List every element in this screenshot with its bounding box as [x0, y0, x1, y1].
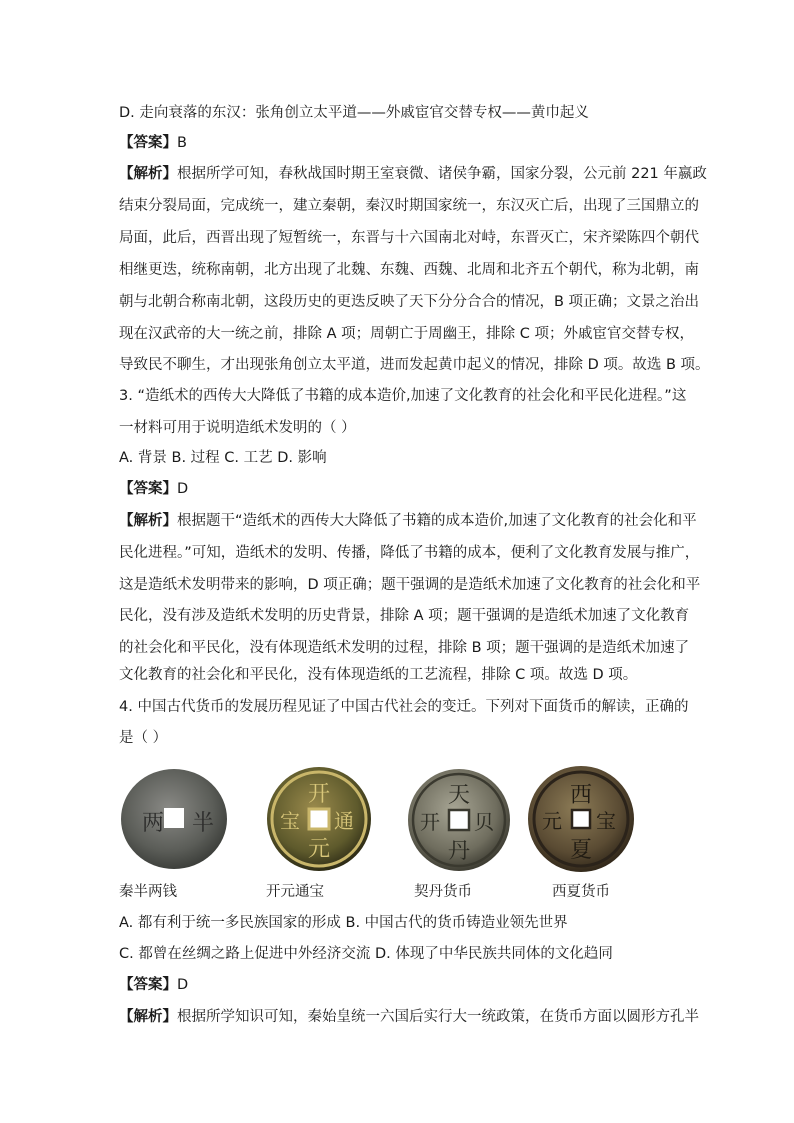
- coin-4-char-left: 元: [542, 809, 562, 833]
- coin-2-char-right: 通: [334, 809, 354, 833]
- analysis-text: 根据所学知识可知，秦始皇统一六国后实行大一统政策，在货币方面以圆形方孔半: [177, 1009, 699, 1025]
- answer-tag: 【答案】: [119, 481, 177, 497]
- q4-stem-line-1: 4. 中国古代货币的发展历程见证了中国古代社会的变迁。下列对下面货币的解读，正确的: [119, 699, 689, 715]
- q2-analysis-line-1: [119, 164, 707, 184]
- q2-answer: [119, 133, 187, 153]
- coin-kaiyuan-tongbao-image: [264, 764, 374, 874]
- coin-1-char-right: 半: [192, 811, 215, 836]
- coin-label-khitan: 契丹货币: [414, 884, 472, 900]
- q3-analysis-line-6: 文化教育的社会化和平民化，没有体现造纸的工艺流程，排除 C 项。故选 D 项。: [119, 667, 638, 683]
- answer-tag: 【答案】: [119, 977, 177, 993]
- analysis-tag: 【解析】: [119, 513, 177, 529]
- q2-analysis-line-2: 结束分裂局面，完成统一，建立秦朝，秦汉时期国家统一，东汉灭亡后，出现了三国鼎立的: [119, 198, 699, 214]
- coin-4-char-top: 西: [570, 783, 593, 808]
- coin-khitan-image: [404, 764, 514, 874]
- q2-analysis-line-4: 相继更迭，统称南朝，北方出现了北魏、东魏、西魏、北周和北齐五个朝代，称为北朝，南: [119, 262, 699, 278]
- analysis-tag: 【解析】: [119, 1009, 177, 1025]
- analysis-text: 根据所学可知，春秋战国时期王室衰微、诸侯争霸，国家分裂，公元前 221 年嬴政: [177, 166, 707, 182]
- q3-answer: [119, 479, 188, 499]
- coin-label-qin-banliang: 秦半两钱: [119, 884, 177, 900]
- q2-option-d: D. 走向衰落的东汉：张角创立太平道——外戚宦官交替专权——黄巾起义: [119, 105, 589, 121]
- answer-value: B: [177, 135, 187, 151]
- coin-1-char-left: 两: [142, 811, 165, 836]
- coin-label-kaiyuan-tongbao: 开元通宝: [266, 884, 324, 900]
- coin-3-char-left: 开: [420, 810, 440, 834]
- q2-analysis-line-3: 局面，此后，西晋出现了短暂统一，东晋与十六国南北对峙，东晋灭亡，宋齐梁陈四个朝代: [119, 230, 699, 246]
- q3-analysis-line-3: 这是造纸术发明带来的影响，D 项正确；题干强调的是造纸术加速了文化教育的社会化和平: [119, 577, 701, 593]
- q3-analysis-line-2: 民化进程。”可知，造纸术的发明、传播，降低了书籍的成本，便利了文化教育发展与推广，: [119, 545, 700, 561]
- answer-value: D: [177, 977, 189, 993]
- q3-stem-line-1: 3. “造纸术的西传大大降低了书籍的成本造价,加速了文化教育的社会化和平民化进程。”这: [119, 388, 687, 404]
- coin-2-char-left: 宝: [280, 809, 300, 833]
- coin-western-xia-image: [526, 764, 636, 874]
- coin-qin-banliang-image: [118, 764, 228, 874]
- q3-analysis-line-1: [119, 511, 697, 531]
- analysis-text: 根据题干“造纸术的西传大大降低了书籍的成本造价,加速了文化教育的社会化和平: [177, 513, 697, 529]
- coin-4-char-bottom: 夏: [570, 838, 593, 863]
- q4-options-line-1: A. 都有利于统一多民族国家的形成 B. 中国古代的货币铸造业领先世界: [119, 915, 568, 931]
- analysis-tag: 【解析】: [119, 166, 177, 182]
- coin-4-char-right: 宝: [596, 809, 616, 833]
- q4-stem-line-2: 是（ ）: [119, 730, 168, 746]
- q3-options: A. 背景 B. 过程 C. 工艺 D. 影响: [119, 450, 327, 466]
- coin-2-char-bottom: 元: [308, 837, 331, 862]
- q4-answer: [119, 975, 188, 995]
- answer-value: D: [177, 481, 189, 497]
- q3-stem-line-2: 一材料可用于说明造纸术发明的（ ）: [119, 420, 356, 436]
- coin-3-char-top: 天: [448, 783, 471, 808]
- coin-3-char-right: 贝: [474, 810, 494, 834]
- q3-analysis-line-5: 的社会化和平民化，没有体现造纸术发明的过程，排除 B 项；题干强调的是造纸术加速了: [119, 640, 690, 656]
- q2-analysis-line-7: 导致民不聊生，才出现张角创立太平道，进而发起黄巾起义的情况，排除 D 项。故选 B 项。: [119, 357, 710, 373]
- q3-analysis-line-4: 民化，没有涉及造纸术发明的历史背景，排除 A 项；题干强调的是造纸术加速了文化教育: [119, 608, 690, 624]
- q4-analysis-line-1: [119, 1007, 699, 1027]
- coin-2-char-top: 开: [308, 782, 331, 807]
- q4-options-line-2: C. 都曾在丝绸之路上促进中外经济交流 D. 体现了中华民族共同体的文化趋同: [119, 946, 613, 962]
- q2-analysis-line-6: 现在汉武帝的大一统之前，排除 A 项；周朝亡于周幽王，排除 C 项；外戚宦官交替专权，: [119, 326, 694, 342]
- q2-analysis-line-5: 朝与北朝合称南北朝，这段历史的更迭反映了天下分分合合的情况，B 项正确；文景之治出: [119, 294, 700, 310]
- coin-3-char-bottom: 丹: [448, 839, 471, 864]
- coin-label-western-xia: 西夏货币: [552, 884, 610, 900]
- answer-tag: 【答案】: [119, 135, 177, 151]
